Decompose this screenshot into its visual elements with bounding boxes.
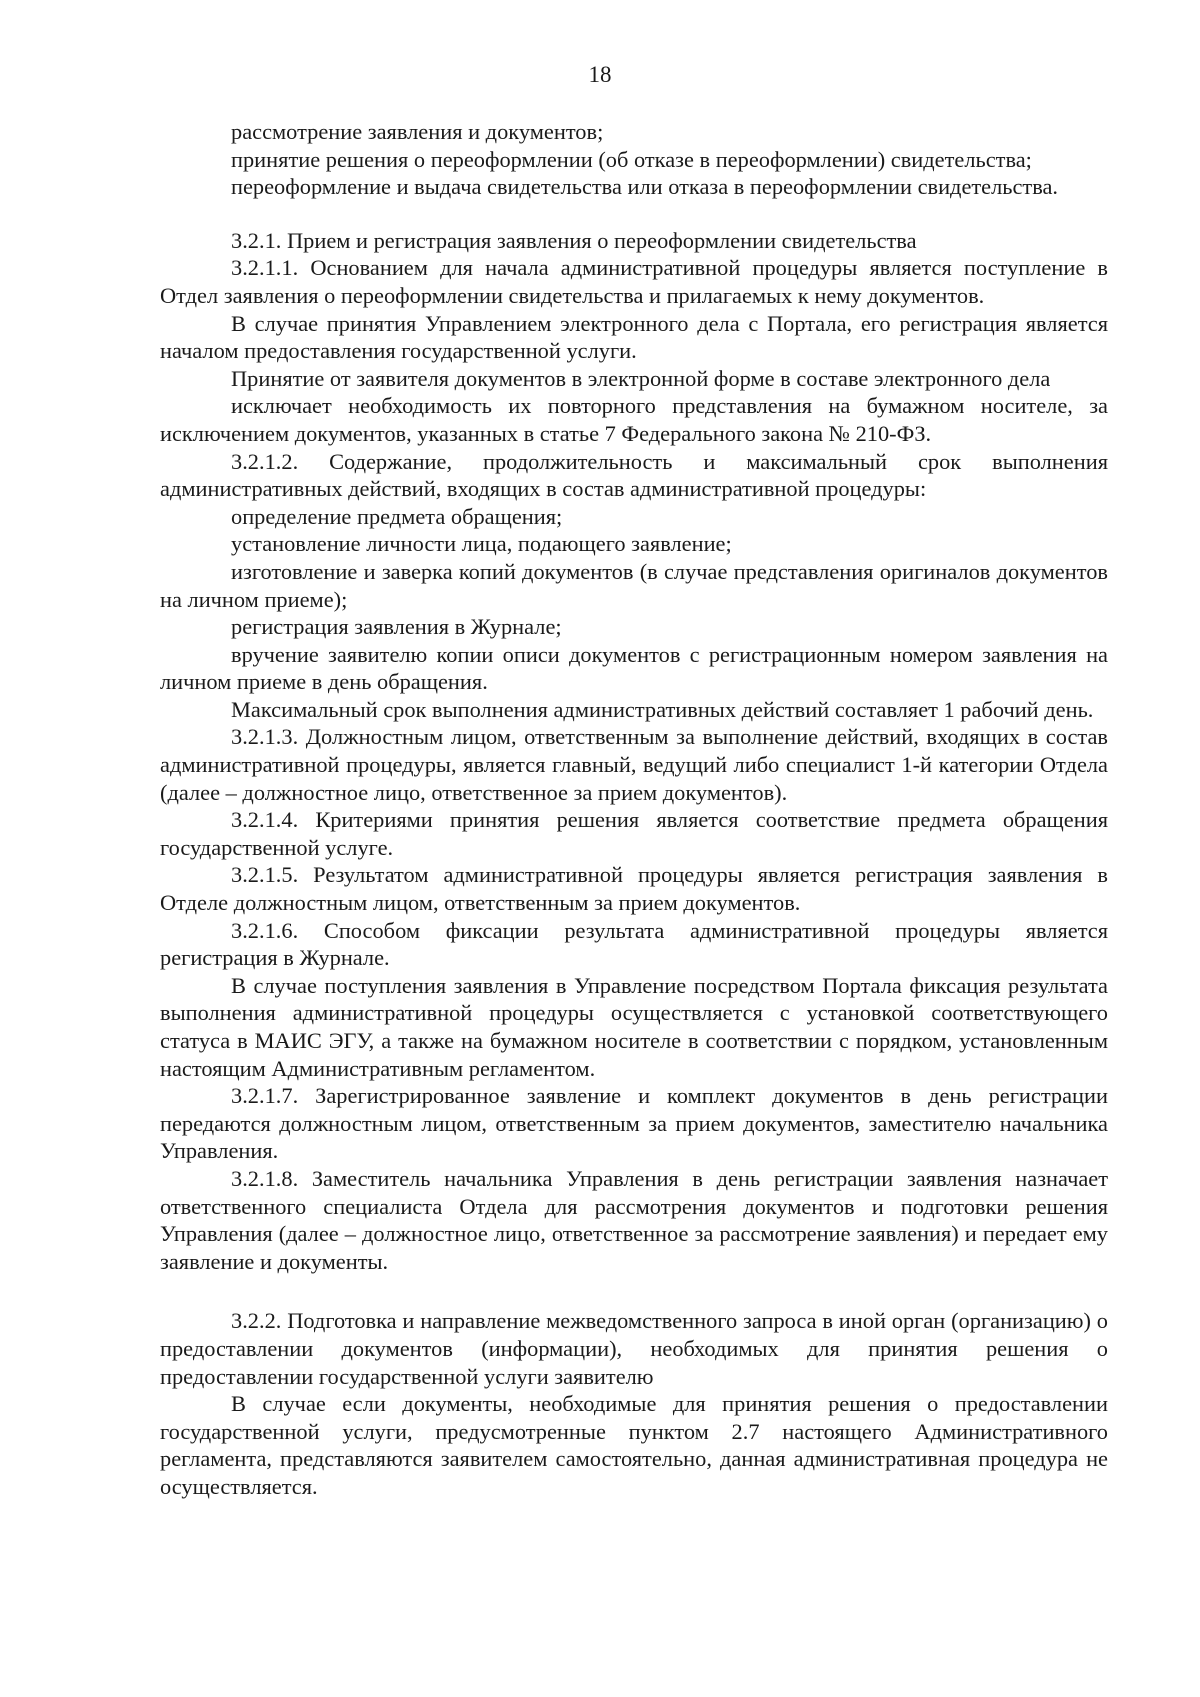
- paragraph: изготовление и заверка копий документов (в случае представления оригиналов документов на личном приеме);: [160, 558, 1108, 612]
- paragraph: 3.2.1.3. Должностным лицом, ответственным за выполнение действий, входящих в состав административной процедуры, является главный, ведущий либо специалист 1-й категории Отдела (далее – должностное лицо, ответственное за прием документов).: [160, 724, 1108, 805]
- paragraph: Принятие от заявителя документов в электронной форме в составе электронного дела: [231, 365, 1051, 391]
- paragraph: 3.2.1.6. Способом фиксации результата административной процедуры является регистрация в Журнале.: [160, 917, 1108, 971]
- paragraph: определение предмета обращения;: [231, 503, 563, 529]
- paragraph: 3.2.1.4. Критериями принятия решения является соответствие предмета обращения государственной услуге.: [160, 807, 1108, 860]
- paragraph: 3.2.1.7. Зарегистрированное заявление и комплект документов в день регистрации передаются должностным лицом, ответственным за прием документов, заместителю начальника Управления.: [160, 1083, 1108, 1164]
- spacer: [160, 1275, 1108, 1307]
- paragraph: установление личности лица, подающего заявление;: [231, 531, 732, 557]
- paragraph: Максимальный срок выполнения административных действий составляет 1 рабочий день.: [231, 696, 1094, 722]
- page-number: 18: [588, 62, 612, 87]
- paragraph: принятие решения о переоформлении (об отказе в переоформлении) свидетельства;: [231, 146, 1032, 172]
- section-heading: 3.2.2. Подготовка и направление межведомственного запроса в иной орган (организацию) о предоставлении документов (информации), необходимых для принятия решения о предоставлении государственной услуги заявителю: [160, 1308, 1108, 1389]
- paragraph: регистрация заявления в Журнале;: [231, 614, 562, 640]
- section-heading: 3.2.1. Прием и регистрация заявления о переоформлении свидетельства: [231, 227, 917, 253]
- paragraph: В случае если документы, необходимые для принятия решения о предоставлении государственной услуги, предусмотренные пунктом 2.7 настоящего Административного регламента, представляются заявителем самостоятельно, данная административная процедура не осуществляется.: [160, 1391, 1108, 1499]
- paragraph: 3.2.1.2. Содержание, продолжительность и максимальный срок выполнения административных действий, входящих в состав административной процедуры:: [160, 448, 1108, 502]
- spacer: [160, 201, 1108, 227]
- paragraph: В случае поступления заявления в Управление посредством Портала фиксация результата выполнения административной процедуры осуществляется с установкой соответствующего статуса в МАИС ЭГУ, а также на бумажном носителе в соответствии с порядком, установленным настоящим Административным регламентом.: [160, 972, 1108, 1081]
- paragraph: 3.2.1.5. Результатом административной процедуры является регистрация заявления в Отделе должностным лицом, ответственным за прием документов.: [160, 862, 1108, 916]
- document-body: [160, 118, 1108, 1501]
- paragraph: В случае принятия Управлением электронного дела с Портала, его регистрация является началом предоставления государственной услуги.: [160, 310, 1108, 364]
- paragraph: переоформление и выдача свидетельства или отказа в переоформлении свидетельства.: [231, 174, 1059, 200]
- paragraph: рассмотрение заявления и документов;: [231, 119, 604, 144]
- paragraph: вручение заявителю копии описи документов с регистрационным номером заявления на личном приеме в день обращения.: [160, 641, 1108, 695]
- paragraph: 3.2.1.1. Основанием для начала административной процедуры является поступление в Отдел заявления о переоформлении свидетельства и прилагаемых к нему документов.: [160, 255, 1108, 308]
- paragraph: исключает необходимость их повторного представления на бумажном носителе, за исключением документов, указанных в статье 7 Федерального закона № 210-ФЗ.: [160, 393, 1108, 446]
- paragraph: 3.2.1.8. Заместитель начальника Управления в день регистрации заявления назначает ответственного специалиста Отдела для рассмотрения документов и подготовки решения Управления (далее – должностное лицо, ответственное за рассмотрение заявления) и передает ему заявление и документы.: [160, 1165, 1108, 1274]
